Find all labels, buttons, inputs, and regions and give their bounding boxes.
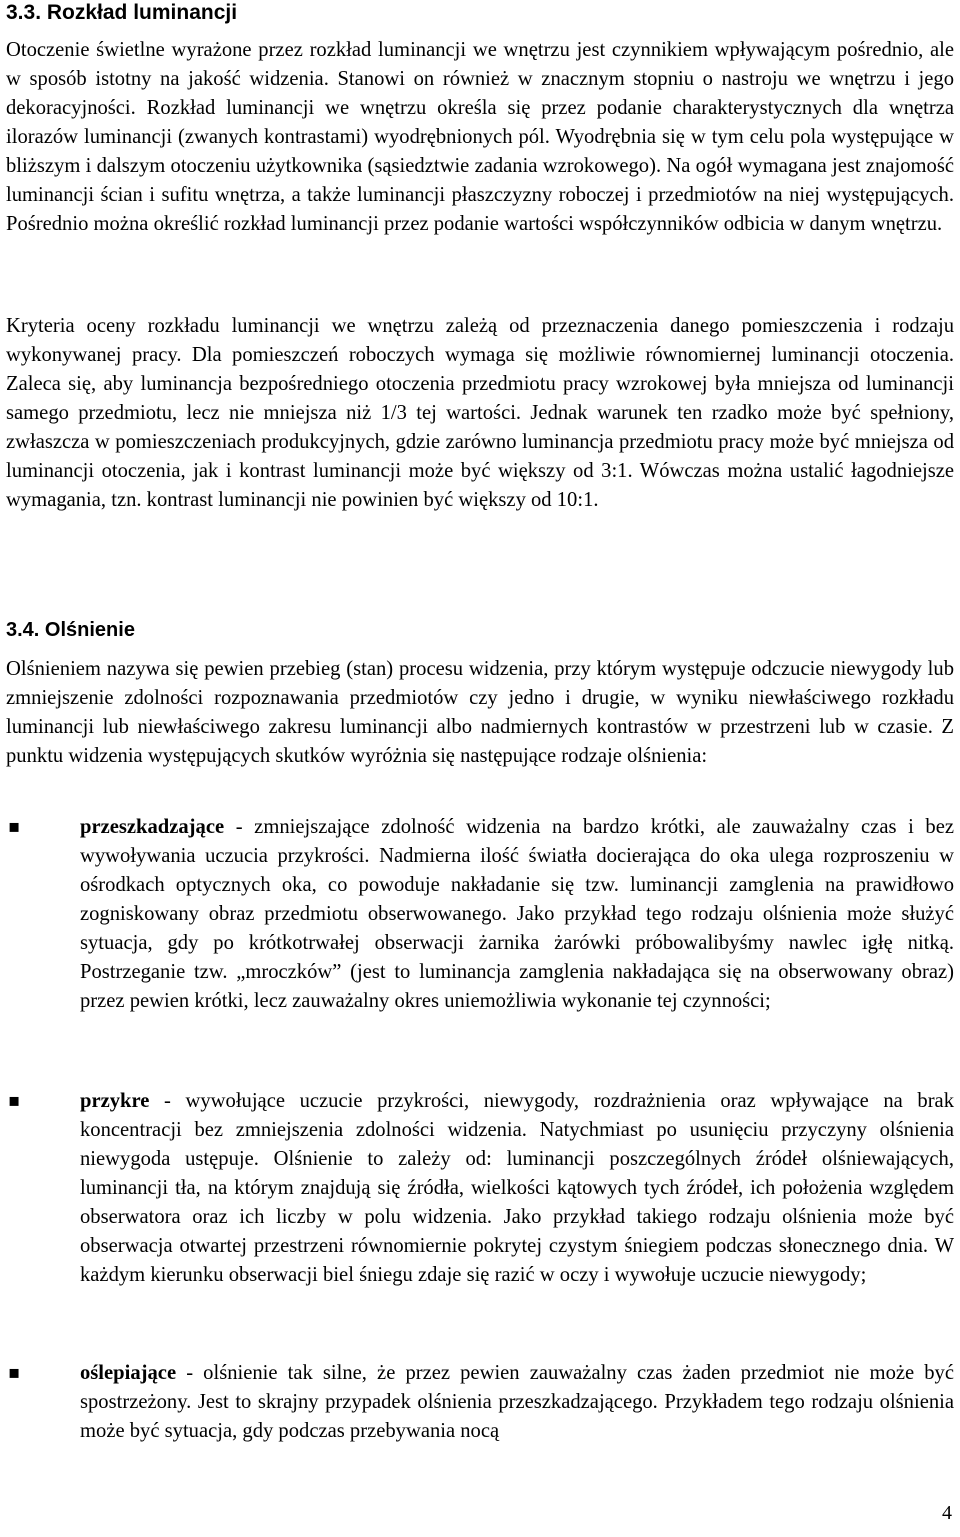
term-definition: - zmniejszające zdolność widzenia na bardzo krótki, ale zauważalny czas i bez wywoływania uczucia przykrości. Nadmierna ilość światła docierająca do oka ulega rozproszeniu w ośrodkach optycznych oka, co powoduje nakładanie się tzw. luminancji zamglenia na prawidłowo zogniskowany obraz przedmiotu obserwowanego. Jako przykład tego rodzaju olśnienia może służyć sytuacja, gdy po krótkotrwałej obserwacji żarnika żarówki próbowalibyśmy nawlec igłę nitką. Postrzeganie tzw. „mroczków” (jest to luminancja zamglenia nakładająca się na obserwowany obraz) przez pewien krótki, lecz zauważalny okres uniemożliwia wykonanie tej czynności; [80, 816, 954, 1012]
paragraph: Kryteria oceny rozkładu luminancji we wnętrzu zależą od przeznaczenia danego pomieszczenia i rodzaju wykonywanej pracy. Dla pomieszczeń roboczych wymaga się możliwie równomiernej luminancji otoczenia. Zaleca się, aby luminancja bezpośredniego otoczenia przedmiotu pracy wzrokowej była mniejsza od luminancji samego przedmiotu, lecz nie mniejsza niż 1/3 tej wartości. Jednak warunek ten rzadko może być spełniony, zwłaszcza w pomieszczeniach produkcyjnych, gdzie zarówno luminancja przedmiotu pracy może być mniejsza od luminancji otoczenia, jak i kontrast luminancji może być większy od 3:1. Wówczas można ustalić łagodniejsze wymagania, tzn. kontrast luminancji nie powinien być większy od 10:1. [6, 315, 954, 511]
list-item [8, 813, 954, 1016]
section-heading: 3.4. Olśnienie [6, 619, 135, 641]
term-definition: - olśnienie tak silne, że przez pewien zauważalny czas żaden przedmiot nie może być spostrzeżony. Jest to skrajny przypadek olśnienia przeszkadzającego. Przykładem tego rodzaju olśnienia może być sytuacja, gdy podczas przebywania nocą [80, 1362, 954, 1442]
section-heading: 3.3. Rozkład luminancji [6, 1, 238, 24]
list-item [8, 1359, 954, 1446]
list-item [8, 1087, 954, 1290]
paragraph: Olśnieniem nazywa się pewien przebieg (stan) procesu widzenia, przy którym występuje odczucie niewygody lub zmniejszenie zdolności rozpoznawania przedmiotów czy jedno i drugie, w wyniku niewłaściwego rozkładu luminancji lub niewłaściwego zakresu luminancji albo nadmiernych kontrastów w przestrzeni lub w czasie. Z punktu widzenia występujących skutków wyróżnia się następujące rodzaje olśnienia: [6, 658, 954, 767]
term: oślepiające [80, 1362, 177, 1384]
square-bullet-icon: ▪ [8, 816, 21, 837]
term: przykre [80, 1090, 150, 1112]
term-definition: - wywołujące uczucie przykrości, niewygody, rozdrażnienia oraz wpływające na brak koncentracji bez zmniejszenia zdolności widzenia. Natychmiast po usunięciu przyczyny olśnienia niewygoda ustępuje. Olśnienie to zależy od: luminancji poszczególnych źródeł olśniewających, luminancji tła, na którym znajdują się źródła, wielkości kątowych tych źródeł, ich położenia względem obserwatora oraz ich liczby w polu widzenia. Jako przykład takiego rodzaju olśnienia może być obserwacja otwartej przestrzeni równomiernie pokrytej czystym śniegiem podczas słonecznego dnia. W każdym kierunku obserwacji biel śniegu zdaje się razić w oczy i wywołuje uczucie niewygody; [80, 1090, 954, 1286]
term: przeszkadzające [80, 816, 225, 838]
square-bullet-icon: ▪ [8, 1090, 21, 1111]
page-number: 4 [942, 1502, 952, 1524]
paragraph: Otoczenie świetlne wyrażone przez rozkład luminancji we wnętrzu jest czynnikiem wpływającym pośrednio, ale w sposób istotny na jakość widzenia. Stanowi on również w znacznym stopniu o nastroju we wnętrzu i jego dekoracyjności. Rozkład luminancji we wnętrzu określa się przez podanie charakterystycznych dla wnętrza ilorazów luminancji (zwanych kontrastami) wyodrębnionych pól. Wyodrębnia się w tym celu pola występujące w bliższym i dalszym otoczeniu użytkownika (sąsiedztwie zadania wzrokowego). Na ogół wymagana jest znajomość luminancji ścian i sufitu wnętrza, a także luminancji płaszczyzny roboczej i przedmiotów na niej występujących. Pośrednio można określić rozkład luminancji przez podanie wartości współczynników odbicia w danym wnętrzu. [6, 39, 954, 235]
square-bullet-icon: ▪ [8, 1362, 21, 1383]
